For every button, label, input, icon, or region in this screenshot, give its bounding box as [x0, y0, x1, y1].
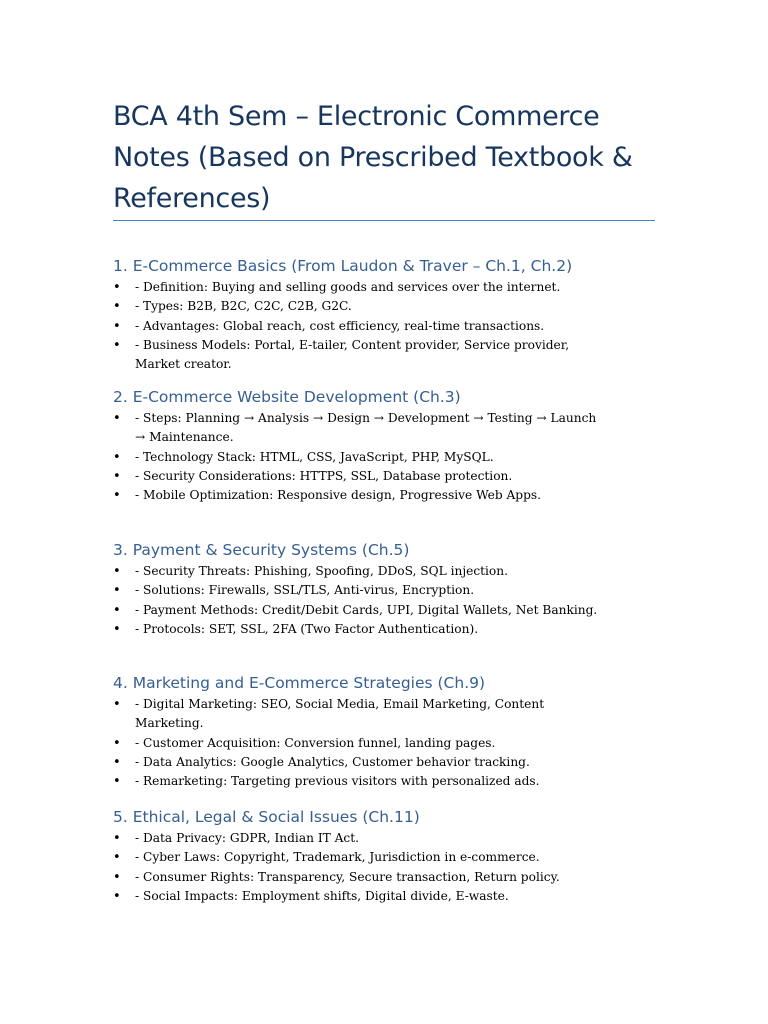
- section-heading: 3. Payment & Security Systems (Ch.5): [113, 541, 410, 559]
- bullet-icon: •: [113, 850, 121, 866]
- section-ecommerce-basics: [113, 256, 673, 374]
- list-item-text: - Technology Stack: HTML, CSS, JavaScript, PHP, MySQL.: [135, 449, 494, 464]
- list-item-text: - Advantages: Global reach, cost efficiency, real-time transactions.: [135, 318, 545, 333]
- bullet-icon: •: [113, 888, 121, 904]
- list-item-text: - Cyber Laws: Copyright, Trademark, Jurisdiction in e-commerce.: [135, 850, 540, 865]
- bullet-icon: •: [113, 299, 121, 315]
- bullet-icon: •: [113, 411, 121, 426]
- bullet-icon: •: [113, 280, 121, 295]
- list-item-text: - Types: B2B, B2C, C2C, C2B, G2C.: [135, 299, 352, 314]
- list-item: [113, 848, 605, 867]
- list-item: [113, 278, 605, 297]
- bullet-list: [113, 278, 673, 374]
- list-item-text: - Remarketing: Targeting previous visitors with personalized ads.: [135, 774, 540, 789]
- list-item-text: - Business Models: Portal, E-tailer, Content provider, Service provider, Market creator.: [135, 337, 570, 372]
- bullet-list: [113, 829, 673, 906]
- document-title: BCA 4th Sem – Electronic Commerce Notes (Based on Prescribed Textbook & References): [113, 101, 633, 214]
- list-item: [113, 409, 605, 448]
- list-item-text: - Protocols: SET, SSL, 2FA (Two Factor Authentication).: [135, 621, 479, 636]
- list-item: [113, 581, 605, 600]
- list-item: [113, 601, 605, 620]
- list-item: [113, 734, 605, 753]
- list-item-text: - Payment Methods: Credit/Debit Cards, UPI, Digital Wallets, Net Banking.: [135, 602, 598, 617]
- bullet-list: [113, 562, 673, 639]
- section-website-development: [113, 387, 673, 505]
- list-item: [113, 887, 605, 906]
- section-heading: 4. Marketing and E-Commerce Strategies (Ch.9): [113, 674, 486, 692]
- bullet-icon: •: [113, 583, 121, 599]
- list-item-text: - Social Impacts: Employment shifts, Digital divide, E-waste.: [135, 888, 509, 903]
- list-item-text: - Data Analytics: Google Analytics, Customer behavior tracking.: [135, 754, 530, 769]
- bullet-icon: •: [113, 869, 121, 885]
- list-item-text: - Security Threats: Phishing, Spoofing, DDoS, SQL injection.: [135, 564, 508, 578]
- bullet-icon: •: [113, 468, 121, 484]
- list-item: [113, 868, 605, 887]
- list-item: [113, 467, 605, 486]
- list-item-text: - Customer Acquisition: Conversion funnel, landing pages.: [135, 735, 496, 750]
- list-item-text: - Digital Marketing: SEO, Social Media, Email Marketing, Content Marketing.: [135, 697, 545, 731]
- list-item: [113, 448, 605, 467]
- list-item-text: - Consumer Rights: Transparency, Secure transaction, Return policy.: [135, 869, 560, 884]
- bullet-icon: •: [113, 318, 121, 334]
- list-item-text: - Definition: Buying and selling goods and services over the internet.: [135, 280, 561, 294]
- list-item: [113, 486, 605, 505]
- bullet-list: [113, 409, 673, 505]
- list-item-text: - Data Privacy: GDPR, Indian IT Act.: [135, 831, 360, 845]
- bullet-icon: •: [113, 621, 121, 637]
- bullet-icon: •: [113, 774, 121, 790]
- list-item: [113, 620, 605, 639]
- list-item-text: - Steps: Planning → Analysis → Design → Development → Testing → Launch → Maintenance.: [135, 411, 597, 445]
- list-item: [113, 562, 605, 581]
- list-item: [113, 695, 605, 734]
- list-item: [113, 772, 605, 791]
- list-item-text: - Solutions: Firewalls, SSL/TLS, Anti-virus, Encryption.: [135, 583, 475, 598]
- section-marketing-strategies: [113, 673, 673, 791]
- list-item-text: - Security Considerations: HTTPS, SSL, Database protection.: [135, 468, 513, 483]
- list-item: [113, 753, 605, 772]
- bullet-icon: •: [113, 449, 121, 465]
- bullet-icon: •: [113, 337, 121, 353]
- bullet-icon: •: [113, 754, 121, 770]
- section-payment-security: [113, 540, 673, 639]
- bullet-icon: •: [113, 831, 121, 846]
- bullet-icon: •: [113, 602, 121, 618]
- section-heading: 1. E-Commerce Basics (From Laudon & Traver – Ch.1, Ch.2): [113, 257, 573, 275]
- list-item: [113, 336, 605, 375]
- section-heading: 2. E-Commerce Website Development (Ch.3): [113, 388, 461, 406]
- bullet-icon: •: [113, 564, 121, 579]
- section-ethical-legal-social: [113, 807, 673, 906]
- section-heading: 5. Ethical, Legal & Social Issues (Ch.11): [113, 808, 420, 826]
- title-underline-divider: [113, 220, 655, 221]
- list-item-text: - Mobile Optimization: Responsive design, Progressive Web Apps.: [135, 488, 542, 503]
- list-item: [113, 829, 605, 848]
- bullet-icon: •: [113, 488, 121, 504]
- list-item: [113, 317, 605, 336]
- bullet-icon: •: [113, 735, 121, 751]
- bullet-list: [113, 695, 673, 791]
- list-item: [113, 297, 605, 316]
- bullet-icon: •: [113, 697, 121, 712]
